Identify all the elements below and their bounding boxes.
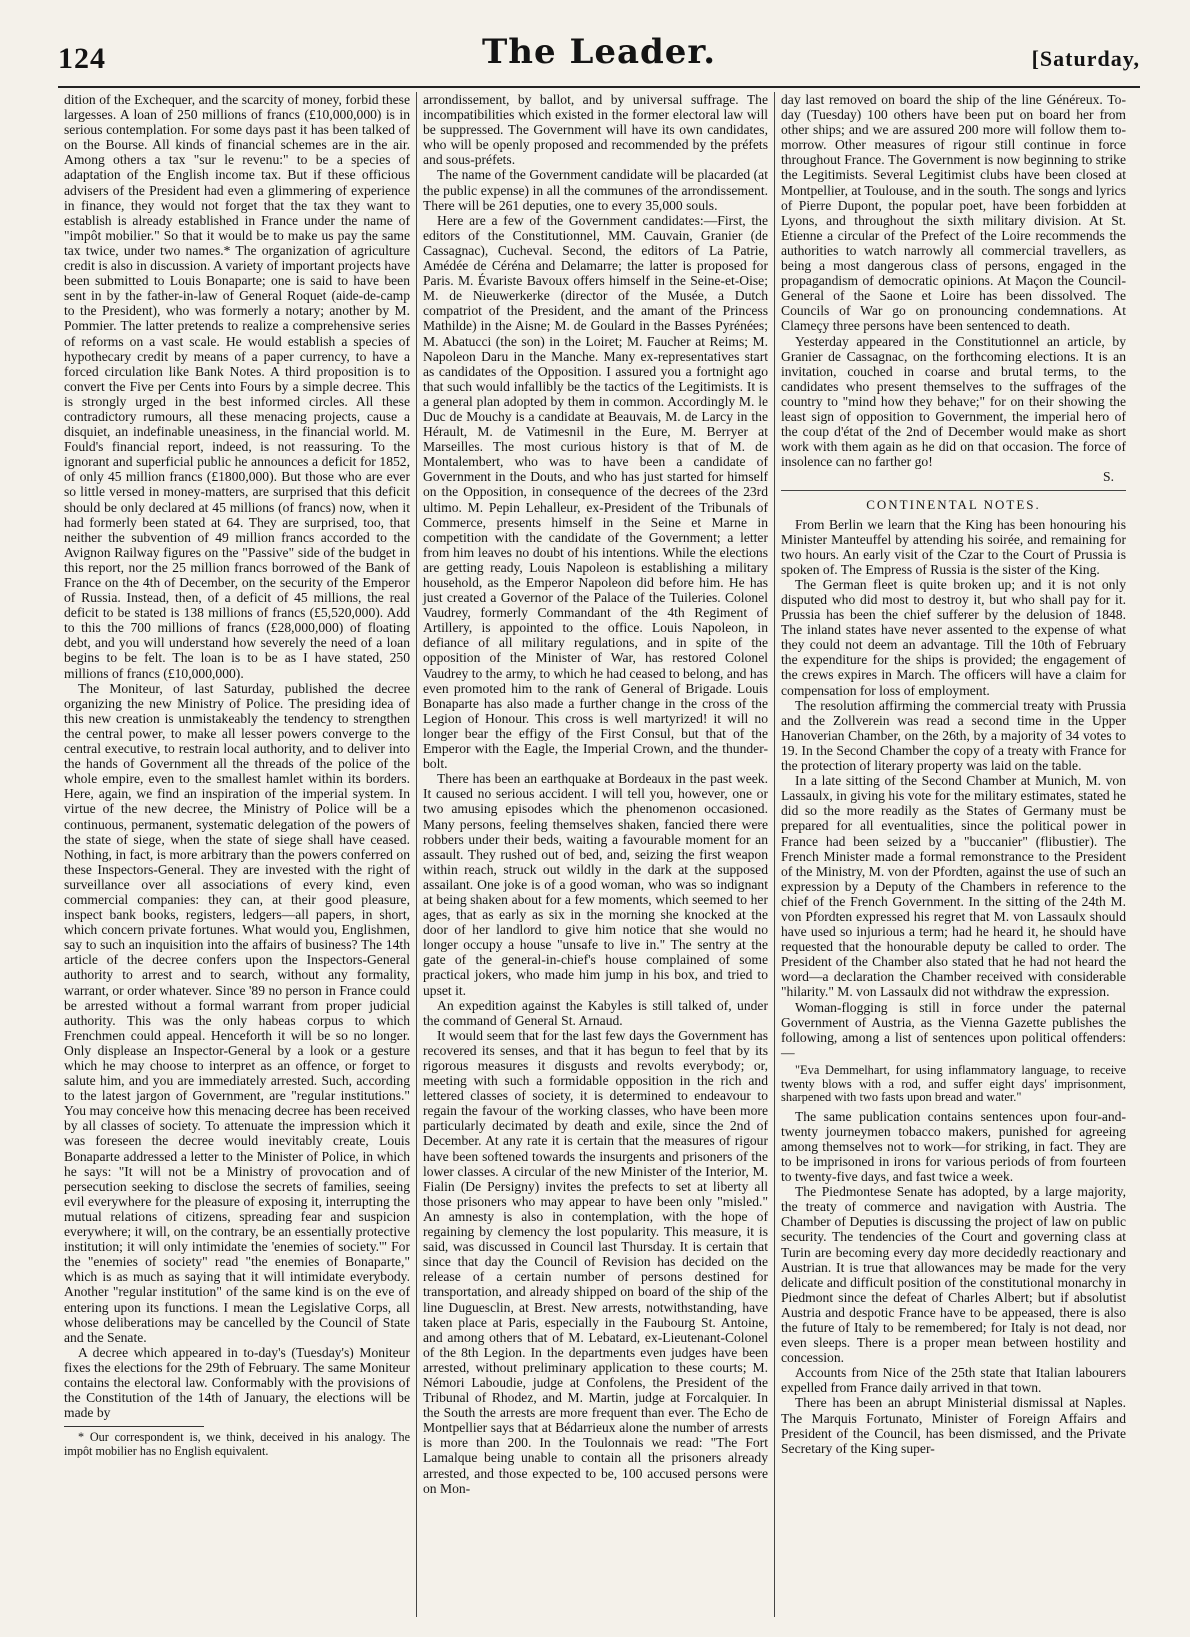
paragraph: The resolution affirming the commercial treaty with Prussia and the Zollverein was read a second time in the Upper Hanoverian Chamber, on the 26th, by a majority of 34 votes to 19. In the Second Chamber the copy of a treaty with France for the protection of literary property was laid on the table. (781, 697, 1126, 774)
article-columns (58, 92, 1140, 1617)
paragraph: The Moniteur, of last Saturday, published the decree organizing the new Ministry of Police. The presiding idea of this new creation is unmistakeably the tendency to strengthen the central power, to make all lesser powers converge to the central executive, to restrain local authority, and to deliver into the hands of Government all the threads of the police of the whole empire, even to the smallest hamlet within its borders. Here, again, we find an inspiration of the imperial system. In virtue of the new decree, the Ministry of Police will be a continuous, permanent, systematic delegation of the powers of the state of siege, when the state of siege shall have ceased. Nothing, in fact, is more arbitrary than the powers conferred on these Inspectors-General. They are invested with the right of surveillance over all associations of every kind, even commercial companies: they can, at their good pleasure, inspect bank books, registers, ledgers—all papers, in short, which concern private fortunes. What would you, Englishmen, say to such an inquisition into the affairs of business? The 14th article of the decree confers upon the Inspectors-General authority to arrest and to search, without any formality, warrant, or order whatever. Since '89 no person in France could be arrested without a formal warrant from proper judicial authority. This was the only habeas corpus to which Frenchmen could appeal. Henceforth it will be so no longer. Only displease an Inspector-General by a look or a gesture which he may choose to interpret as an offence, or forget to salute him, and you are immediately arrested. Such, according to the latest jargon of Government, are "regular institutions." You may conceive how this menacing decree has been received by all classes of society. To attenuate the impression which it was foreseen the decree would inevitably create, Louis Bonaparte addressed a letter to the Minister of Police, in which he says: "It will not be a Ministry of provocation and of persecution seeking to disclose the secrets of families, seeing evil everywhere for the pleasure of exposing it, interrupting the mutual relations of citizens, spreading fear and suspicion everywhere; it will, on the contrary, be an essentially protective institution; it will only intimidate the 'enemies of society.'" For the "enemies of society" read "the enemies of Bonaparte," which is as much as saying that it will intimidate everybody. Another "regular institution" of the same kind is on the eve of entering upon its functions. I mean the Legislative Corps, all whose deliberations may be cancelled by the Council of State and the Senate. (64, 680, 410, 1345)
paragraph: From Berlin we learn that the King has been honouring his Minister Manteuffel by attending his soirée, and remaining for two hours. An early visit of the Czar to the Court of Prussia is spoken of. The Empress of Russia is the sister of the King. (781, 516, 1126, 577)
paragraph: A decree which appeared in to-day's (Tuesday's) Moniteur fixes the elections for the 29th of February. The same Moniteur contains the electoral law. Conformably with the provisions of the Constitution of the 14th of January, the elections will be made by (64, 1344, 410, 1421)
column-2 (416, 92, 774, 1617)
page-number: 124 (58, 42, 106, 75)
paragraph: The Piedmontese Senate has adopted, by a large majority, the treaty of commerce and navigation with Austria. The Chamber of Deputies is discussing the project of law on public security. The tendencies of the Court and governing class at Turin are becoming every day more decidedly reactionary and Austrian. It is true that allowances may be made for the very delicate and difficult position of the constitutional monarchy in Piedmont since the defeat of Charles Albert; but if absolutist Austria and despotic France have to be appeased, there is also the future of Italy to be remembered; for Italy is not dead, nor even sleeps. There is a proper mean between hostility and concession. (781, 1184, 1126, 1366)
paragraph: The name of the Government candidate will be placarded (at the public expense) in all the communes of the arrondissement. There will be 261 deputies, one to every 35,000 souls. (423, 167, 768, 213)
paragraph: The same publication contains sentences upon four-and-twenty journeymen tobacco makers, punished for agreeing among themselves not to work—for striking, in fact. They are to be imprisoned in irons for various periods of from fourteen to twenty-five days, and fast twice a week. (781, 1108, 1126, 1185)
paragraph: In a late sitting of the Second Chamber at Munich, M. von Lassaulx, in giving his vote for the military estimates, stated he did so the more readily as the States of Germany must be prepared for all eventualities, since the political power in France had been seized by a "buccanier" (flibustier). The French Minister made a formal remonstrance to the President of the Ministry, M. von der Pfordten, against the use of such an expression by a Deputy of the Chambers in reference to the chief of the French Government. In the sitting of the 24th M. von Pfordten expressed his regret that M. von Lassaulx should have used so injurious a term; had he heard it, he should have requested that the honourable deputy be called to order. The President of the Chamber also stated that he had not heard the word—a declaration the Chamber received with considerable "hilarity." M. von Lassaulx did not withdraw the expression. (781, 773, 1126, 1000)
footnote: * Our correspondent is, we think, deceived in his analogy. The impôt mobilier has no English equivalent. (64, 1430, 410, 1458)
issue-day: [Saturday, (1031, 46, 1140, 71)
paragraph: day last removed on board the ship of the line Généreux. To-day (Tuesday) 100 others have been put on board her from other ships; and we are assured 200 more will follow them to-morrow. Other measures of rigour still continue in force throughout France. The Government is now beginning to strike the Legitimists. Several Legitimist clubs have been closed at Montpellier, at Toulouse, and in the south. The songs and lyrics of Pierre Dupont, the popular poet, have been forbidden at Lyons, and throughout the sixth military division. At St. Etienne a circular of the Prefect of the Loire recommends the authorities to watch narrowly all commercial travellers, as being a most dangerous class of persons, engaged in the propagandism of democratic opinions. At Maçon the Council-General of the Saone et Loire has been dissolved. The Councils of War go on pronouncing condemnations. At Clameçy three persons have been sentenced to death. (781, 92, 1126, 334)
section-heading: CONTINENTAL NOTES. (781, 490, 1126, 512)
paragraph: arrondissement, by ballot, and by universal suffrage. The incompatibilities which existed in the former electoral law will be suppressed. The Government will have its own candidates, who will be openly proposed and recommended by the préfets and sous-préfets. (423, 92, 768, 168)
paragraph: Woman-flogging is still in force under the paternal Government of Austria, as the Vienna Gazette publishes the following, among a list of sentences upon political offenders:— (781, 999, 1126, 1060)
masthead-title: The Leader. (481, 32, 717, 72)
paragraph: Yesterday appeared in the Constitutionnel an article, by Granier de Cassagnac, on the forthcoming elections. It is an invitation, couched in coarse and brutal terms, to the candidates who present themselves to the suffrages of the country to "mind how they behave;" for on their showing the least sign of opposition to Government, the imperial hero of the coup d'état of the 2nd of December would make as short work with them again as he did on that occasion. The force of insolence can no farther go! (781, 333, 1126, 470)
paragraph: There has been an abrupt Ministerial dismissal at Naples. The Marquis Fortunato, Minister of Foreign Affairs and President of the Council, has been dismissed, and the Private Secretary of the King super- (781, 1395, 1126, 1456)
correspondent-signature: S. (1103, 469, 1114, 485)
page-header (58, 28, 1140, 88)
paragraph: The German fleet is quite broken up; and it is not only disputed who did most to destroy it, but who shall pay for it. Prussia has been the chief sufferer by the delusion of 1848. The inland states have never assented to the expense of what they could not deem an advantage. Till the 10th of February the expenditure for the ships is provided; the engagement of the crews expires in March. The officers will have a claim for compensation for loss of employment. (781, 576, 1126, 698)
paragraph: It would seem that for the last few days the Government has recovered its senses, and that it has begun to feel that by its rigorous measures it disgusts and revolts everybody; or, meeting with such a formidable opposition in the rich and lettered classes of society, it is determined to endeavour to regain the favour of the working classes, who have been more particularly decimated by death and exile, since the 2nd of December. At any rate it is certain that the measures of rigour have been softened towards the insurgents and prisoners of the lower classes. A circular of the new Minister of the Interior, M. Fialin (De Persigny) invites the prefects to set at liberty all those prisoners who may appear to have been only "misled." An amnesty is also in contemplation, with the hope of regaining by clemency the lost popularity. This measure, it is said, was discussed in Council last Thursday. It is certain that since that day the Council of Revision has decided on the release of a certain number of persons destined for transportation, and already shipped on board of the ship of the line Duguesclin, at Brest. New arrests, notwithstanding, have taken place at Paris, especially in the Faubourg St. Antoine, and among others that of M. Lebatard, ex-Lieutenant-Colonel of the 8th Legion. In the departments even judges have been arrested, without preliminary application to these courts; M. Némori Laboudie, judge at Confolens, the President of the Tribunal of Rhodez, and M. Martin, judge at Forcalquier. In the South the arrests are more frequent than ever. The Echo de Montpellier says that at Bédarrieux alone the number of arrests is more than 200. In the Toulonnais we read: "The Fort Lamalque being unable to contain all the prisoners already arrested, and those expected to be, 100 accused persons were on Mon- (423, 1027, 768, 1496)
paragraph: An expedition against the Kabyles is still talked of, under the command of General St. Arnaud. (423, 997, 768, 1028)
column-1 (58, 92, 416, 1617)
block-quote: "Eva Demmelhart, for using inflammatory language, to receive twenty blows with a rod, and suffer eight days' imprisonment, sharpened with two fasts upon bread and water." (781, 1062, 1126, 1105)
column-3 (774, 92, 1132, 1617)
paragraph: dition of the Exchequer, and the scarcity of money, forbid these largesses. A loan of 250 millions of francs (£10,000,000) is in serious contemplation. For some days past it has been talked of on the Bourse. All kinds of financial schemes are in the air. Among others a tax "sur le revenu:" to be a species of adaptation of the English income tax. But if these officious advisers of the President had even a glimmering of experience in finance, they would not forget that the tax they want to establish is already established in France under the name of "impôt mobilier." So that it would be to make us pay the same tax twice, under two names.* The organization of agriculture credit is also in discussion. A variety of important projects have been submitted to Louis Bonaparte; one is said to have been sent in by the father-in-law of General Roquet (aide-de-camp to the President), who was formerly a notary; another by M. Pommier. The latter pretends to realize a comprehensive series of reforms on a vast scale. He would establish a species of hypothecary credit by means of a paper currency, to have a forced circulation like Bank Notes. A third proposition is to convert the Five per Cents into Fours by a simple decree. This is strongly urged in the best informed circles. All these contradictory rumours, all these menacing projects, cause a disquiet, an indefinable uneasiness, in the financial world. M. Fould's financial report, indeed, is not reassuring. To the ignorant and superficial public he announces a deficit for 1852, of only 45 million francs (£1800,000). But those who are ever so little versed in money-matters, are surprised that this deficit should be only declared at 45 millions (of francs) now, when it had formerly been stated at 64. They are surprised, too, that neither the subvention of 49 million francs accorded to the Avignon Railway figures on the "Passive" side of the budget in this report, nor the 25 million francs borrowed of the Bank of France on the 4th of December, on the security of the Emperor of Russia. Instead, then, of a deficit of 45 millions, the real deficit to be stated is 138 millions of francs (£5,520,000). Add to this the 700 millions of francs (£28,000,000) of floating debt, and you will understand how severely the need of a loan begins to be felt. The loan is to be as I have stated, 250 millions of francs (£10,000,000). (64, 92, 410, 681)
paragraph: There has been an earthquake at Bordeaux in the past week. It caused no serious accident. I will tell you, however, one or two amusing episodes which the phenomenon occasioned. Many persons, feeling themselves shaken, fancied there were robbers under their beds, waiting a favourable moment for an assault. They rushed out of bed, and, seizing the first weapon within reach, struck out wildly in the dark at the supposed assailant. One joke is of a good woman, who was so indignant at being shaken about for a few moments, which seemed to her ages, that as early as six in the morning she knocked at the door of her landlord to give him notice that she would no longer occupy a house "unsafe to live in." The sentry at the gate of the general-in-chief's house complained of some practical jokers, who made him jump in his box, and tried to upset it. (423, 771, 768, 998)
paragraph: Here are a few of the Government candidates:—First, the editors of the Constitutionnel, MM. Cauvain, Granier (de Cassagnac), Cucheval. Second, the editors of La Patrie, Amédée de Céréna and Delamarre; the latter is proposed for Paris. M. Évariste Bavoux offers himself in the Seine-et-Oise; M. de Nieuwerkerke (director of the Musée, a Dutch compatriot of the President, and the amant of the Princess Mathilde) in the Aisne; M. de Goulard in the Basses Pyrénées; M. Abatucci (the son) in the Loiret; M. Faucher at Reims; M. Napoleon Daru in the Manche. Many ex-representatives start as candidates of the Opposition. I assured you a fortnight ago that such would infallibly be the tactics of the Legitimists. It is a general plan adopted by them in common. Accordingly M. le Duc de Mouchy is a candidate at Beauvais, M. de Larcy in the Hérault, M. de Vatimesnil in the Eure, M. Berryer at Marseilles. The most curious history is that of M. de Montalembert, who was to have been a candidate of Government in the Douts, and who has just started for himself on the Opposition, in consequence of the decrees of the 23rd ultimo. M. Pepin Lehalleur, ex-President of the Tribunals of Commerce, presents himself in the Seine et Marne in competition with the candidate of the Government; a letter from him leaves no doubt of his intentions. While the elections are getting ready, Louis Napoleon is establishing a military household, as the Emperor Napoleon did before him. He has just created a Governor of the Palace of the Tuileries. Colonel Vaudrey, formerly Commandant of the 4th Regiment of Artillery, is appointed to the office. Louis Napoleon, in defiance of all military regulations, and in spite of the opposition of the Minister of War, has restored Colonel Vaudrey to the army, to which he had ceased to belong, and has even promoted him to the rank of General of Brigade. Louis Bonaparte has also made a further change in the cross of the Legion of Honour. This cross is well martyrized! it will no longer bear the effigy of the First Consul, but that of the Emperor with the Eagle, the Imperial Crown, and the thunder-bolt. (423, 212, 768, 772)
paragraph: Accounts from Nice of the 25th state that Italian labourers expelled from France daily arrived in that town. (781, 1365, 1126, 1396)
footnote-rule (64, 1426, 204, 1427)
